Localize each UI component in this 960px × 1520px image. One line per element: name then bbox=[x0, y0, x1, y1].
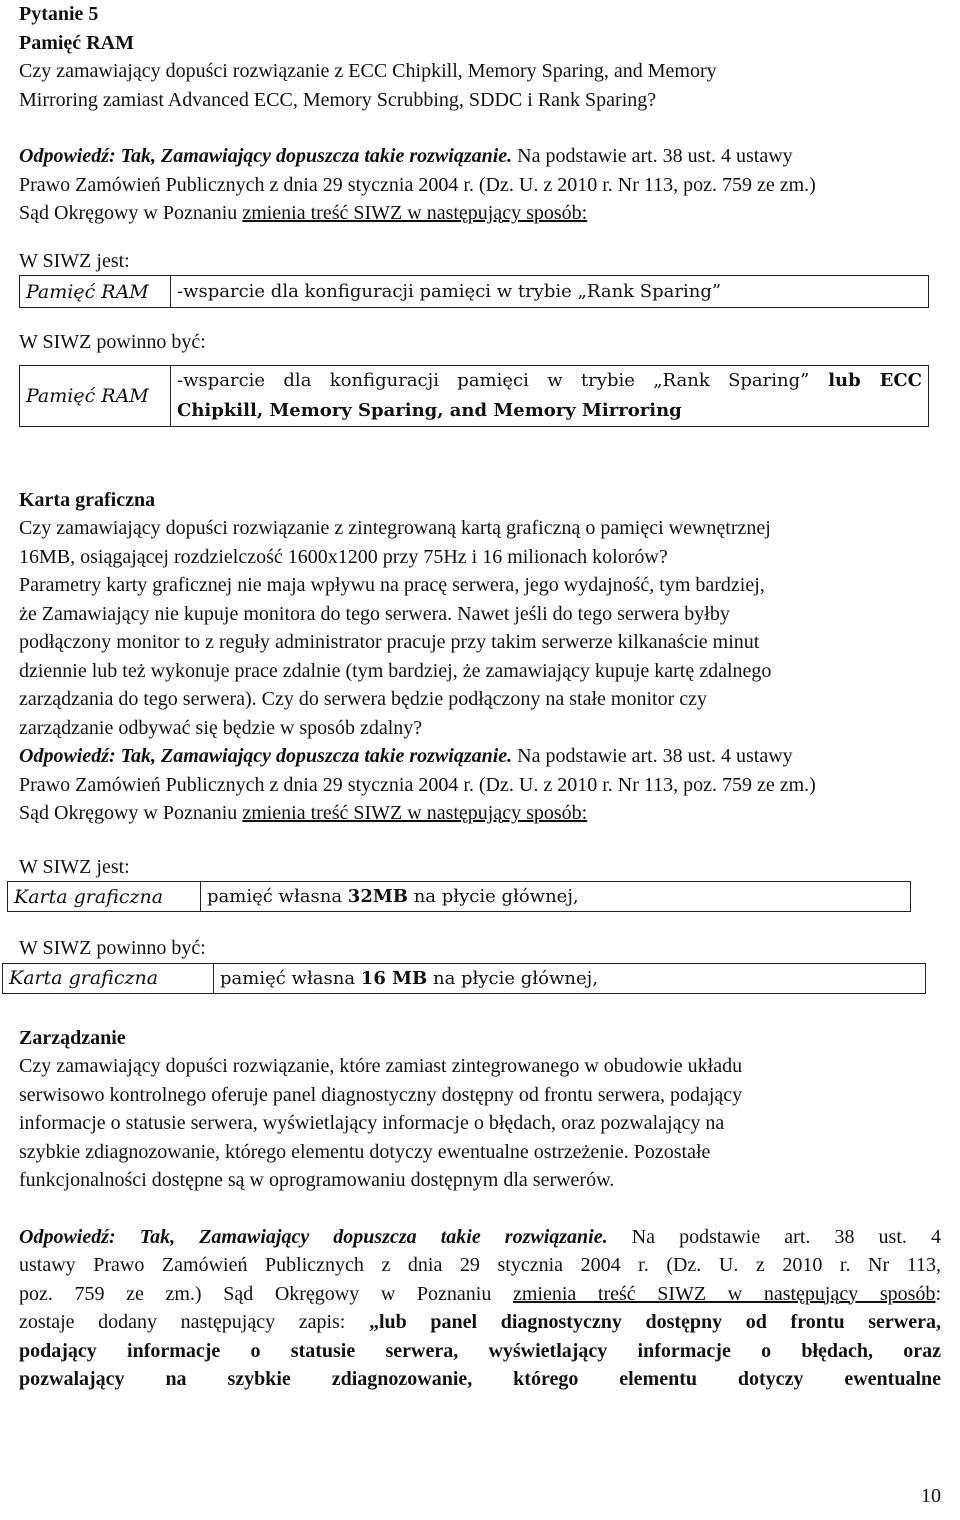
added-text-line bbox=[19, 1308, 941, 1337]
table-value-bold: 32MB bbox=[347, 886, 408, 907]
table-value-text: pamięć własna bbox=[220, 967, 361, 989]
law-reference: Prawo Zamówień Publicznych z dnia 29 stycznia 2004 r. (Dz. U. z 2010 r. Nr 113, poz. 759 ze zm.) bbox=[19, 773, 816, 796]
added-text-bold: podający informacje o statusie serwera, wyświetlający informacje o błędach, oraz bbox=[19, 1339, 941, 1362]
table-value-text: na płycie głównej, bbox=[427, 967, 598, 989]
table-label: Pamięć RAM bbox=[20, 276, 171, 308]
table-value-bold: Chipkill, Memory Sparing, and Memory Mirroring bbox=[177, 399, 682, 421]
table-value bbox=[171, 365, 929, 426]
siwz-is-label: W SIWZ jest: bbox=[19, 855, 130, 878]
court-text: : bbox=[935, 1282, 941, 1305]
question-line: zarządzania do tego serwera). Czy do serwera będzie podłączony na stałe monitor czy bbox=[19, 688, 708, 710]
siwz-is-label: W SIWZ jest: bbox=[19, 249, 130, 272]
table-value bbox=[214, 963, 926, 993]
table-value-bold: 16 MB bbox=[360, 967, 428, 989]
table-value-text: pamięć własna bbox=[207, 886, 348, 907]
question-line: zarządzanie odbywać się będzie w sposób zdalny? bbox=[19, 716, 423, 739]
question-line: podłączony monitor to z reguły administrator pracuje przy takim serwerze kilkanaście minut bbox=[19, 631, 760, 653]
court-line bbox=[19, 799, 941, 828]
siwz-should-table bbox=[2, 963, 926, 994]
question-heading: Pytanie 5 bbox=[19, 3, 99, 25]
answer-line bbox=[19, 142, 941, 171]
added-text-bold: „lub panel diagnostyczny dostępny od frontu serwera, bbox=[368, 1311, 941, 1333]
answer-text: Na podstawie art. 38 ust. 4 ustawy bbox=[512, 745, 793, 767]
question-line: że Zamawiający nie kupuje monitora do tego serwera. Nawet jeśli do tego serwera byłby bbox=[19, 602, 730, 625]
added-text-intro: zostaje dodany następujący zapis: bbox=[19, 1311, 369, 1333]
added-text-bold: pozwalający na szybkie zdiagnozowanie, którego elementu dotyczy ewentualne bbox=[19, 1368, 941, 1390]
table-value bbox=[201, 882, 911, 912]
page-number: 10 bbox=[921, 1485, 941, 1507]
answer-label: Odpowiedź: Tak, Zamawiający dopuszcza takie rozwiązanie. bbox=[19, 745, 513, 767]
question-line: dziennie lub też wykonuje prace zdalnie (tym bardziej, że zamawiający kupuje kartę zdalnego bbox=[19, 659, 772, 682]
question-line: informacje o statusie serwera, wyświetlający informacje o błędach, oraz pozwalający na bbox=[19, 1112, 725, 1134]
answer-label: Odpowiedź: Tak, Zamawiający dopuszcza takie rozwiązanie. bbox=[19, 145, 513, 167]
table-value-bold: lub ECC bbox=[809, 369, 922, 391]
siwz-should-table bbox=[19, 365, 929, 427]
law-reference: ustawy Prawo Zamówień Publicznych z dnia 29 stycznia 2004 r. (Dz. U. z 2010 r. Nr 113, bbox=[19, 1254, 941, 1276]
answer-text: Na podstawie art. 38 ust. 4 bbox=[607, 1225, 941, 1248]
table-label: Karta graficzna bbox=[3, 963, 214, 993]
question-line: serwisowo kontrolnego oferuje panel diagnostyczny dostępny od frontu serwera, podający bbox=[19, 1083, 743, 1106]
table-value: -wsparcie dla konfiguracji pamięci w trybie „Rank Sparing” bbox=[171, 276, 929, 308]
question-line: funkcjonalności dostępne są w oprogramowaniu dostępnym dla serwerów. bbox=[19, 1169, 615, 1191]
siwz-is-table bbox=[19, 275, 929, 308]
court-text: Sąd Okręgowy w Poznaniu bbox=[19, 202, 243, 224]
table-value-text: na płycie głównej, bbox=[407, 886, 579, 907]
court-change-text: zmienia treść SIWZ w następujący sposób: bbox=[242, 802, 588, 824]
question-line: Parametry karty graficznej nie maja wpływu na pracę serwera, jego wydajność, tym bardziej, bbox=[19, 574, 765, 596]
table-label: Pamięć RAM bbox=[20, 365, 171, 426]
answer-line bbox=[19, 1223, 941, 1252]
question-line: Czy zamawiający dopuści rozwiązanie z ECC Chipkill, Memory Sparing, and Memory bbox=[19, 60, 717, 82]
court-line bbox=[19, 1280, 941, 1309]
siwz-should-label: W SIWZ powinno być: bbox=[19, 331, 206, 353]
question-line: Mirroring zamiast Advanced ECC, Memory Scrubbing, SDDC i Rank Sparing? bbox=[19, 88, 657, 111]
court-change-text: zmienia treść SIWZ w następujący sposób bbox=[512, 1282, 936, 1305]
court-text: Sąd Okręgowy w Poznaniu bbox=[19, 802, 243, 824]
answer-label: Odpowiedź: Tak, Zamawiający dopuszcza takie rozwiązanie. bbox=[19, 1225, 608, 1248]
question-line: Czy zamawiający dopuści rozwiązanie z zintegrowaną kartą graficzną o pamięci wewnętrznej bbox=[19, 517, 771, 539]
question-line: 16MB, osiągającej rozdzielczość 1600x1200 przy 75Hz i 16 milionach kolorów? bbox=[19, 545, 668, 568]
section-heading: Karta graficzna bbox=[19, 488, 156, 511]
siwz-should-label: W SIWZ powinno być: bbox=[19, 937, 206, 959]
court-line bbox=[19, 199, 941, 228]
document-page bbox=[9, 0, 941, 1394]
section-heading: Zarządzanie bbox=[19, 1026, 126, 1049]
answer-text: Na podstawie art. 38 ust. 4 ustawy bbox=[512, 145, 793, 167]
law-reference: Prawo Zamówień Publicznych z dnia 29 stycznia 2004 r. (Dz. U. z 2010 r. Nr 113, poz. 759 ze zm.) bbox=[19, 173, 816, 196]
siwz-is-table bbox=[7, 881, 911, 912]
question-line: szybkie zdiagnozowanie, którego elementu dotyczy ewentualne ostrzeżenie. Pozostałe bbox=[19, 1140, 711, 1163]
section-heading: Pamięć RAM bbox=[19, 31, 134, 54]
table-value-text: -wsparcie dla konfiguracji pamięci w trybie „Rank Sparing” bbox=[177, 369, 810, 391]
court-change-text: zmienia treść SIWZ w następujący sposób: bbox=[242, 202, 588, 224]
answer-line bbox=[19, 742, 941, 771]
court-text: poz. 759 ze zm.) Sąd Okręgowy w Poznaniu bbox=[19, 1282, 513, 1305]
table-label: Karta graficzna bbox=[8, 882, 201, 912]
question-line: Czy zamawiający dopuści rozwiązanie, które zamiast zintegrowanego w obudowie układu bbox=[19, 1055, 743, 1077]
